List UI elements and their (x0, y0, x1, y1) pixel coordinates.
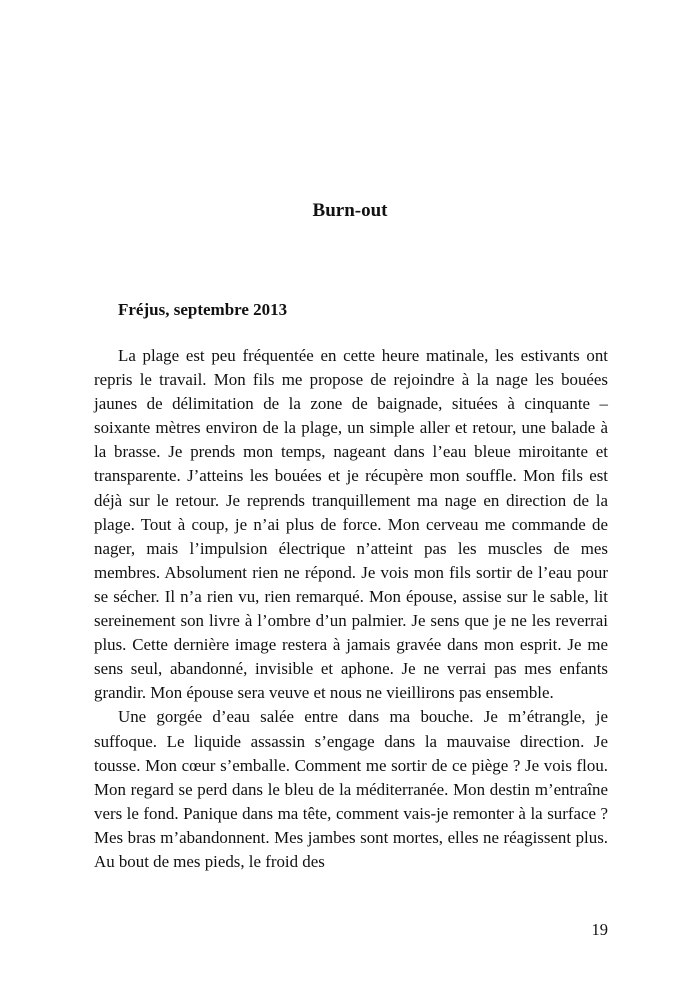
body-text (94, 344, 608, 874)
section-heading: Fréjus, septembre 2013 (118, 300, 288, 319)
chapter-title: Burn-out (312, 200, 388, 221)
paragraph: La plage est peu fréquentée en cette heure matinale, les estivants ont repris le travail. Mon fils me propose de rejoindre à la nage les bouées jaunes de délimitation de la zone de baignade, situées à cinquante – soixante mètres environ de la plage, un simple aller et retour, une balade à la brasse. Je prends mon temps, nageant dans l’eau bleue miroitante et transparente. J’atteins les bouées et je récupère mon souffle. Mon fils est déjà sur le retour. Je reprends tranquillement ma nage en direction de la plage. Tout à coup, je n’ai plus de force. Mon cerveau me commande de nager, mais l’impulsion électrique n’atteint pas les muscles de mes membres. Absolument rien ne répond. Je vois mon fils sortir de l’eau pour se sécher. Il n’a rien vu, rien remarqué. Mon épouse, assise sur le sable, lit sereinement son livre à l’ombre d’un palmier. Je sens que je ne les reverrai plus. Cette dernière image restera à jamais gravée dans mon esprit. Je me sens seul, abandonné, invisible et aphone. Je ne verrai pas mes enfants grandir. Mon épouse sera veuve et nous ne vieillirons pas ensemble. (94, 346, 608, 703)
page-number: 19 (591, 920, 608, 939)
paragraph: Une gorgée d’eau salée entre dans ma bouche. Je m’étrangle, je suffoque. Le liquide assassin s’engage dans la mauvaise direction. Je tousse. Mon cœur s’emballe. Comment me sortir de ce piège ? Je vois flou. Mon regard se perd dans le bleu de la méditerranée. Mon destin m’entraîne vers le fond. Panique dans ma tête, comment vais-je remonter à la surface ? Mes bras m’abandonnent. Mes jambes sont mortes, elles ne réagissent plus. Au bout de mes pieds, le froid des (94, 707, 608, 871)
